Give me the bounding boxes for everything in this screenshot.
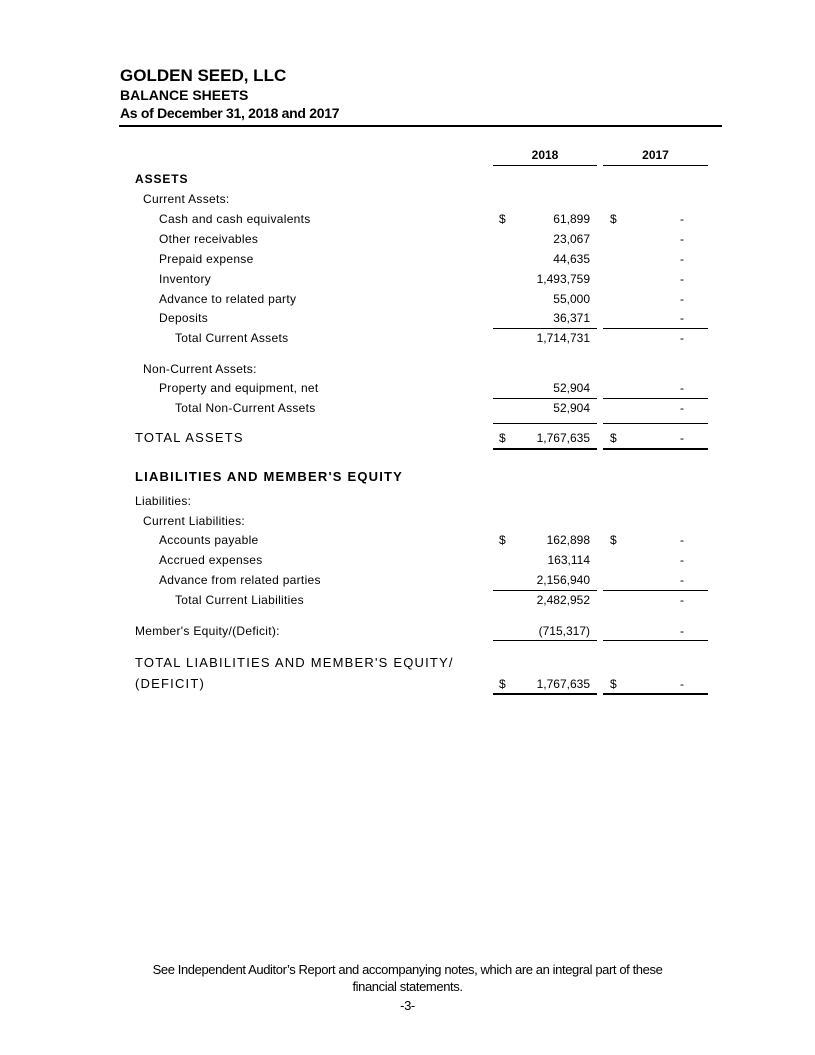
value-2017: - bbox=[680, 311, 684, 325]
row-label: Total Current Assets bbox=[175, 331, 289, 345]
value-2017: - bbox=[680, 624, 684, 638]
subtotal-rule bbox=[493, 640, 597, 641]
dollar-sign: $ bbox=[499, 212, 506, 226]
column-header-underline bbox=[493, 165, 597, 166]
value-2017: - bbox=[680, 381, 684, 395]
value-2018: 1,767,635 bbox=[536, 677, 590, 691]
row-label: Advance to related party bbox=[159, 292, 297, 306]
dollar-sign: $ bbox=[610, 212, 617, 226]
dollar-sign: $ bbox=[610, 533, 617, 547]
value-2018: 36,371 bbox=[553, 311, 590, 325]
row-label: Accrued expenses bbox=[159, 553, 263, 567]
subtotal-rule bbox=[493, 398, 597, 399]
assets-heading: ASSETS bbox=[135, 172, 189, 186]
subtotal-rule bbox=[493, 328, 597, 329]
value-2017: - bbox=[680, 401, 684, 415]
footer-note: See Independent Auditor’s Report and accompanying notes, which are an integral part of these bbox=[152, 962, 663, 977]
value-2017: - bbox=[680, 212, 684, 226]
value-2017: - bbox=[680, 272, 684, 286]
statement-title: BALANCE SHEETS bbox=[120, 87, 249, 103]
company-name: GOLDEN SEED, LLC bbox=[120, 66, 287, 85]
row-label: Total Current Liabilities bbox=[175, 593, 304, 607]
subtotal-rule bbox=[603, 398, 708, 399]
row-label: Cash and cash equivalents bbox=[159, 212, 311, 226]
subtotal-rule bbox=[603, 423, 708, 424]
subtotal-rule bbox=[603, 640, 708, 641]
row-label: TOTAL ASSETS bbox=[135, 430, 244, 445]
row-label: Property and equipment, net bbox=[159, 381, 319, 395]
value-2017: - bbox=[680, 553, 684, 567]
row-label-continued: (DEFICIT) bbox=[135, 676, 206, 691]
value-2018: 61,899 bbox=[553, 212, 590, 226]
value-2017: - bbox=[680, 331, 684, 345]
value-2017: - bbox=[680, 252, 684, 266]
row-label: Advance from related parties bbox=[159, 573, 321, 587]
column-header-2017: 2017 bbox=[642, 148, 669, 162]
value-2017: - bbox=[680, 232, 684, 246]
value-2017: - bbox=[680, 593, 684, 607]
row-label: Other receivables bbox=[159, 232, 259, 246]
subtotal-rule bbox=[603, 590, 708, 591]
row-label: TOTAL LIABILITIES AND MEMBER'S EQUITY/ bbox=[135, 655, 454, 670]
value-2018: 162,898 bbox=[546, 533, 590, 547]
dollar-sign: $ bbox=[499, 677, 506, 691]
current-assets-label: Current Assets: bbox=[143, 192, 230, 206]
value-2017: - bbox=[680, 677, 684, 691]
value-2018: 1,493,759 bbox=[536, 272, 590, 286]
value-2017: - bbox=[680, 533, 684, 547]
dollar-sign: $ bbox=[610, 677, 617, 691]
column-header-2018: 2018 bbox=[531, 148, 559, 162]
value-2018: 44,635 bbox=[553, 252, 590, 266]
value-2018: 55,000 bbox=[553, 292, 590, 306]
footer-note-continued: financial statements. bbox=[352, 979, 463, 994]
value-2018: 1,714,731 bbox=[536, 331, 590, 345]
current-liabilities-label: Current Liabilities: bbox=[143, 514, 246, 528]
total-double-rule bbox=[603, 448, 708, 450]
value-2018: 52,904 bbox=[553, 381, 590, 395]
value-2018: 2,156,940 bbox=[536, 573, 590, 587]
value-2017: - bbox=[680, 431, 684, 445]
row-label: Member's Equity/(Deficit): bbox=[135, 624, 280, 638]
total-double-rule bbox=[493, 693, 597, 695]
page-number: -3- bbox=[400, 998, 415, 1013]
dollar-sign: $ bbox=[610, 431, 617, 445]
row-label: Deposits bbox=[159, 311, 209, 325]
statement-date: As of December 31, 2018 and 2017 bbox=[120, 105, 340, 121]
value-2018: (715,317) bbox=[538, 624, 590, 638]
liabilities-label: Liabilities: bbox=[135, 494, 192, 508]
value-2017: - bbox=[680, 573, 684, 587]
dollar-sign: $ bbox=[499, 431, 506, 445]
row-label: Total Non-Current Assets bbox=[175, 401, 316, 415]
liabilities-heading: LIABILITIES AND MEMBER'S EQUITY bbox=[135, 469, 404, 484]
row-label: Accounts payable bbox=[159, 533, 259, 547]
subtotal-rule bbox=[493, 423, 597, 424]
value-2018: 2,482,952 bbox=[536, 593, 590, 607]
value-2018: 23,067 bbox=[553, 232, 590, 246]
subtotal-rule bbox=[493, 590, 597, 591]
total-double-rule bbox=[603, 693, 708, 695]
value-2018: 163,114 bbox=[547, 553, 590, 567]
column-header-underline bbox=[603, 165, 708, 166]
total-double-rule bbox=[493, 448, 597, 450]
value-2017: - bbox=[680, 292, 684, 306]
value-2018: 52,904 bbox=[553, 401, 590, 415]
subtotal-rule bbox=[603, 328, 708, 329]
noncurrent-assets-label: Non-Current Assets: bbox=[143, 362, 257, 376]
value-2018: 1,767,635 bbox=[536, 431, 590, 445]
dollar-sign: $ bbox=[499, 533, 506, 547]
row-label: Prepaid expense bbox=[159, 252, 254, 266]
header-rule bbox=[119, 125, 722, 127]
row-label: Inventory bbox=[159, 272, 212, 286]
